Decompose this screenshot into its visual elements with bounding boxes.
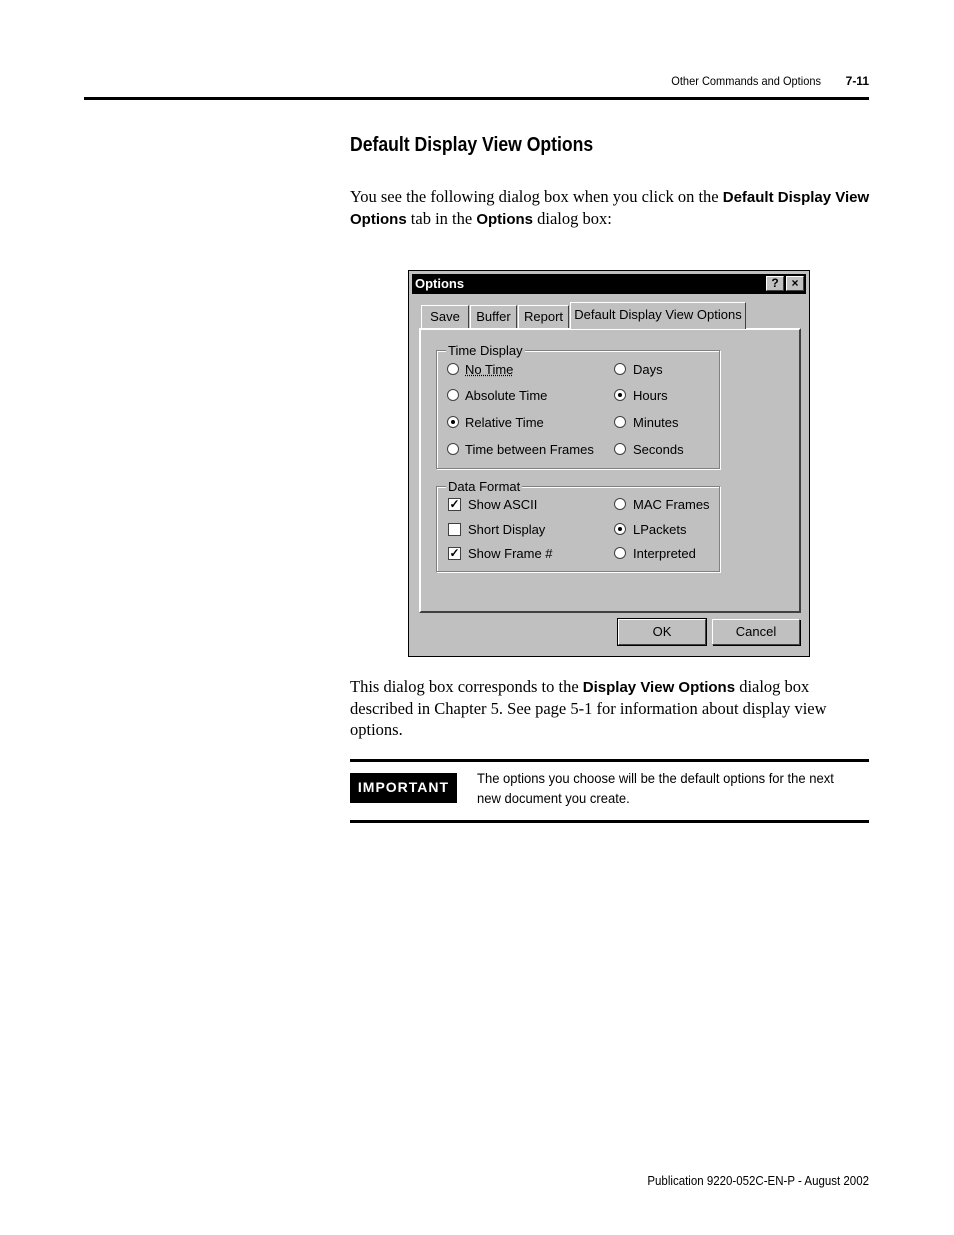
tab-report[interactable]: Report [518,305,569,328]
radio-seconds[interactable] [614,443,626,455]
data-format-label: Data Format [448,479,521,494]
tab-save[interactable]: Save [421,305,469,328]
after-text-2: dialog box described in Chapter 5. See page 5-1 for information about display view options. [350,677,827,739]
time-display-label: Time Display [448,343,523,358]
help-button[interactable]: ? [766,276,784,291]
checkbox-short-display[interactable] [448,523,461,536]
intro-bold-dialog-name: Options [476,211,533,228]
label-no-time: No Time [465,362,514,377]
tab-buffer[interactable]: Buffer [470,305,517,328]
label-relative-time: Relative Time [465,415,544,430]
radio-no-time[interactable] [447,363,459,375]
cancel-button[interactable]: Cancel [712,619,800,645]
important-text: The options you choose will be the default options for the next new document you create. [477,770,834,806]
label-show-frame: Show Frame # [468,546,553,561]
ok-button[interactable]: OK [618,619,706,645]
label-hours: Hours [633,388,668,403]
important-label: IMPORTANT [350,773,457,803]
radio-days[interactable] [614,363,626,375]
label-show-ascii: Show ASCII [468,497,538,512]
intro-paragraph [350,186,870,230]
radio-time-between-frames[interactable] [447,443,459,455]
radio-mac-frames[interactable] [614,498,626,510]
header-rule [84,97,869,100]
radio-hours[interactable] [614,389,626,401]
dialog-title: Options [415,276,465,291]
label-minutes: Minutes [633,415,679,430]
publication-footer: Publication 9220-052C-EN-P - August 2002 [647,1174,869,1188]
follow-up-paragraph [350,676,870,740]
radio-relative-time[interactable] [447,416,459,428]
radio-absolute-time[interactable] [447,389,459,401]
section-title: Default Display View Options [350,134,594,156]
tab-default-display-view-options[interactable]: Default Display View Options [570,302,746,329]
checkbox-show-frame[interactable]: ✓ [449,546,460,560]
intro-bold-tab-name: Default Display View Options [350,189,870,228]
label-absolute-time: Absolute Time [465,388,548,403]
intro-text-1: You see the following dialog box when you click on the [350,187,723,206]
after-text-1: This dialog box corresponds to the [350,677,583,696]
label-interpreted: Interpreted [633,546,696,561]
label-days: Days [633,362,663,377]
label-lpackets: LPackets [633,522,687,537]
intro-text-3: dialog box: [533,209,612,228]
close-button[interactable]: × [786,276,804,291]
page-number: 7-11 [845,74,869,88]
chapter-title: Other Commands and Options [671,74,821,88]
radio-lpackets[interactable] [614,523,626,535]
label-short-display: Short Display [468,522,546,537]
important-rule-top [350,759,869,762]
label-time-between-frames: Time between Frames [465,442,594,457]
radio-minutes[interactable] [614,416,626,428]
dialog-titlebar [412,274,806,294]
options-dialog [408,270,810,657]
important-rule-bottom [350,820,869,823]
after-bold-dialog-name: Display View Options [582,679,736,696]
label-mac-frames: MAC Frames [633,497,710,512]
intro-text-2: tab in the [406,209,477,228]
checkbox-show-ascii[interactable]: ✓ [449,497,460,511]
radio-interpreted[interactable] [614,547,626,559]
label-seconds: Seconds [633,442,684,457]
